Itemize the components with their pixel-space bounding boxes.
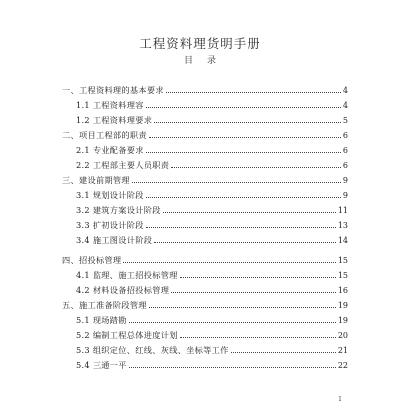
toc-entry[interactable] [62,128,348,141]
toc-entry[interactable] [62,83,348,96]
toc-entry-page: 22 [337,361,348,370]
toc-entry-label: 四、招投标管理 [62,255,122,265]
toc-entry[interactable] [76,188,348,201]
toc-entry[interactable] [62,173,348,186]
toc-entry-label: 4.1 监理、施工招投标管理 [76,270,178,280]
toc-entry[interactable] [62,298,348,311]
toc-dot-leader [171,167,341,168]
toc-entry-page: 6 [342,146,348,155]
toc-dot-leader [154,242,336,243]
toc-entry-label: 3.3 扩初设计阶段 [76,220,144,230]
toc-dot-leader [171,292,336,293]
toc-entry-page: 14 [337,236,348,245]
toc-dot-leader [180,277,336,278]
toc-entry-label: 3.2 建筑方案设计阶段 [76,205,161,215]
toc-entry-label: 2.2 工程部主要人员职责 [76,160,170,170]
toc-entry-label: 2.1 专业配备要求 [76,145,144,155]
toc-entry-label: 1.2 工程资料理要求 [76,115,153,125]
toc-entry[interactable] [76,343,348,356]
toc-entry-page: 5 [342,116,348,125]
toc-entry-page: 4 [342,101,348,110]
toc-entry[interactable] [76,113,348,126]
toc-dot-leader [129,322,336,323]
toc-dot-leader [149,137,341,138]
page-title: 工程资料理货明手册 [139,36,261,51]
toc-entry-page: 16 [337,286,348,295]
toc-entry-label: 3.4 施工图设计阶段 [76,235,153,245]
toc-entry[interactable] [76,143,348,156]
toc-entry[interactable] [76,328,348,341]
toc-entry-page: 15 [337,271,348,280]
toc-entry-label: 一、工程资料理的基本要求 [62,85,164,95]
toc-entry-label: 3.1 规划设计阶段 [76,190,144,200]
toc-entry-label: 二、项目工程部的职责 [62,130,147,140]
toc-entry-page: 6 [342,131,348,140]
toc-dot-leader [154,122,341,123]
toc-entry-page: 21 [337,346,348,355]
toc-entry[interactable] [76,233,348,246]
toc-entry-label: 三、建设前期管理 [62,175,130,185]
toc-dot-leader [129,367,336,368]
toc-entry-page: 9 [342,191,348,200]
toc-dot-leader [132,182,341,183]
toc-entry-label: 1.1 工程资料理容 [76,100,144,110]
toc-entry-label: 5.1 现场踏勘 [76,315,127,325]
toc-entry-label: 五、施工准备阶段管理 [62,300,147,310]
toc-entry-label: 5.3 组织定位、红线、灰线、坐标等工作 [76,345,229,355]
toc-entry-page: 19 [337,301,348,310]
toc-entry-page: 15 [337,256,348,265]
toc-entry-page: 11 [337,206,348,215]
toc-dot-leader [146,152,341,153]
toc-entry[interactable] [76,203,348,216]
toc-dot-leader [163,212,336,213]
toc-dot-leader [180,337,336,338]
toc-dot-leader [231,352,336,353]
toc-dot-leader [149,307,336,308]
toc-entry-page: 13 [337,221,348,230]
toc-dot-leader [146,107,341,108]
toc-entry[interactable] [76,283,348,296]
toc-entry-page: 19 [337,316,348,325]
page-number: 1 [338,396,342,403]
toc-dot-leader [166,92,341,93]
toc-heading: 目录 [183,56,230,66]
toc-entry[interactable] [76,268,348,281]
toc-dot-leader [146,227,336,228]
toc-entry[interactable] [76,218,348,231]
toc-entry[interactable] [62,253,348,266]
toc-entry[interactable] [76,158,348,171]
toc-entry-page: 4 [342,86,348,95]
toc-entry-page: 20 [337,331,348,340]
toc-entry-page: 9 [342,176,348,185]
toc-entry-label: 4.2 材料设备招投标管理 [76,285,170,295]
toc-entry[interactable] [76,358,348,371]
toc-entry-label: 5.2 编制工程总体进度计划 [76,330,178,340]
toc-entry[interactable] [76,98,348,111]
toc-dot-leader [123,262,335,263]
toc-entry[interactable] [76,313,348,326]
toc-entry-label: 5.4 三通一平 [76,360,127,370]
toc-dot-leader [146,197,341,198]
toc-entry-page: 6 [342,161,348,170]
